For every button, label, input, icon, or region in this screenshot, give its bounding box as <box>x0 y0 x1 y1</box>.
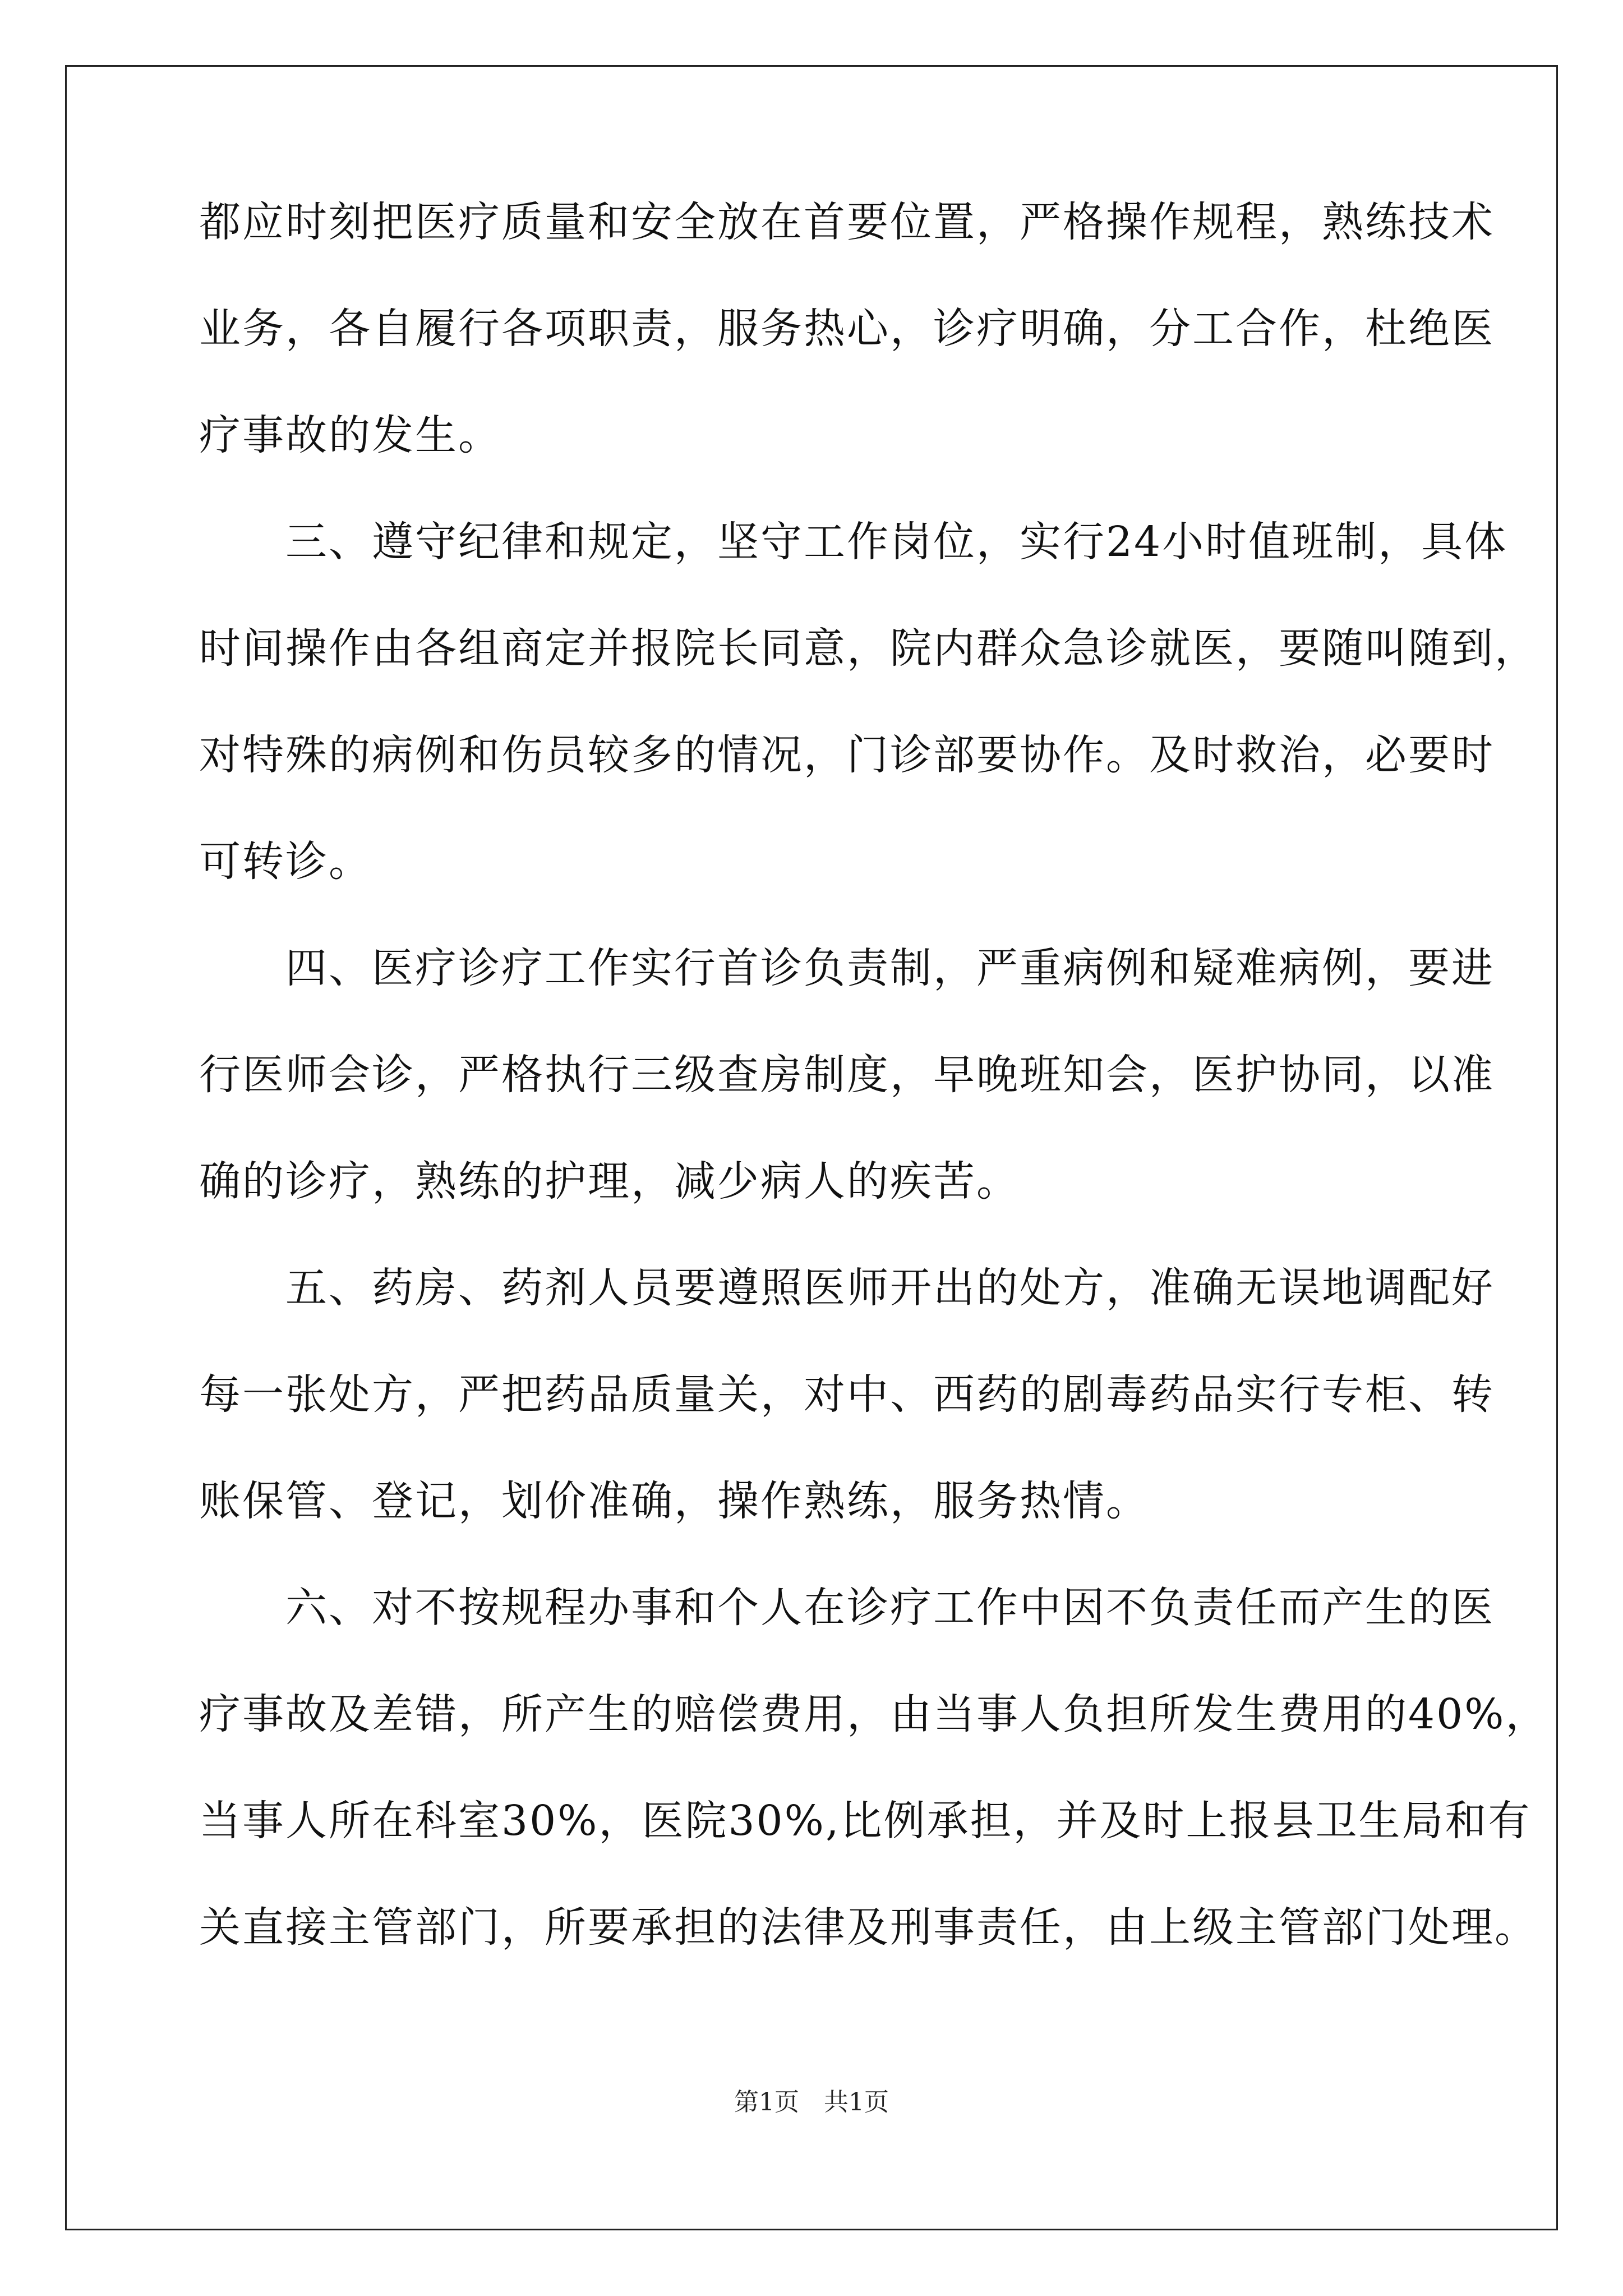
text-line: 五、药房、药剂人员要遵照医师开出的处方，准确无误地调配好 <box>199 1264 1495 1312</box>
text-line: 当事人所在科室30%，医院30%,比例承担，并及时上报县卫生局和有 <box>199 1797 1532 1845</box>
text-line: 可转诊。 <box>199 838 372 886</box>
text-line: 确的诊疗，熟练的护理，减少病人的疾苦。 <box>199 1157 1020 1205</box>
text-line: 账保管、登记，划价准确，操作熟练，服务热情。 <box>199 1477 1149 1525</box>
text-line: 三、遵守纪律和规定，坚守工作岗位，实行24小时值班制，具体 <box>199 518 1508 566</box>
page-number: 第1页 共1页 <box>734 2088 889 2116</box>
text-line: 对特殊的病例和伤员较多的情况，门诊部要协作。及时救治，必要时 <box>199 731 1495 779</box>
text-line: 时间操作由各组商定并报院长同意，院内群众急诊就医，要随叫随到， <box>199 624 1538 673</box>
text-line: 疗事故的发生。 <box>199 411 501 459</box>
text-line: 关直接主管部门，所要承担的法律及刑事责任，由上级主管部门处理。 <box>199 1903 1538 1952</box>
text-line: 六、对不按规程办事和个人在诊疗工作中因不负责任而产生的医 <box>199 1584 1495 1632</box>
text-line: 业务，各自履行各项职责，服务热心，诊疗明确，分工合作，杜绝医 <box>199 305 1495 353</box>
text-line: 每一张处方，严把药品质量关，对中、西药的剧毒药品实行专柜、转 <box>199 1370 1495 1419</box>
text-line: 四、医疗诊疗工作实行首诊负责制，严重病例和疑难病例，要进 <box>199 944 1495 992</box>
text-line: 行医师会诊，严格执行三级查房制度，早晚班知会，医护协同，以准 <box>199 1051 1495 1099</box>
text-line: 都应时刻把医疗质量和安全放在首要位置，严格操作规程，熟练技术 <box>199 198 1495 246</box>
text-line: 疗事故及差错，所产生的赔偿费用，由当事人负担所发生费用的40%， <box>199 1690 1549 1738</box>
